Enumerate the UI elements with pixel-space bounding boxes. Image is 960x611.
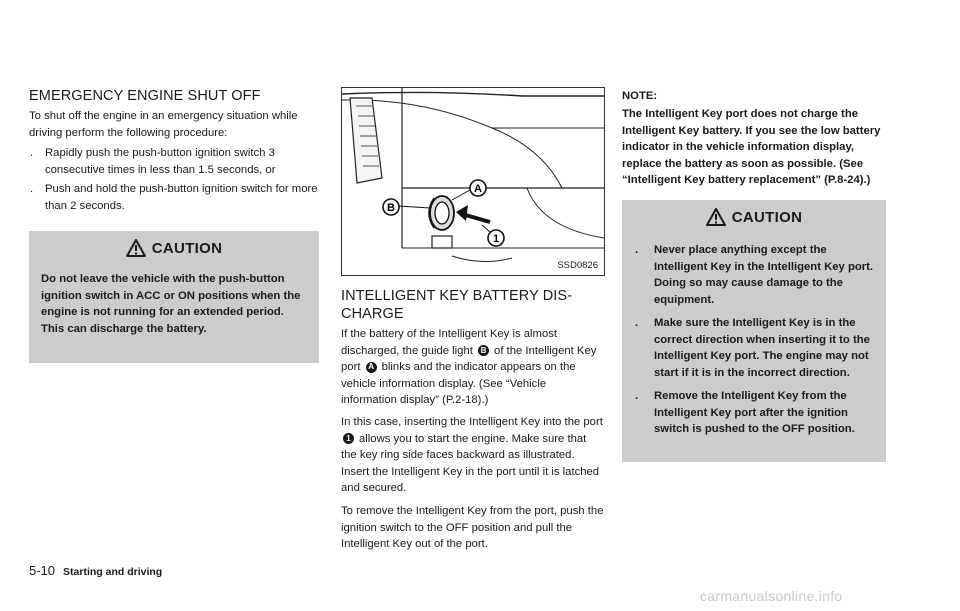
figure-caption: SSD0826 [557, 260, 598, 271]
footer-section-title: Starting and driving [63, 566, 163, 578]
ref-b-icon: B [478, 345, 489, 356]
note-label: NOTE: [622, 90, 658, 102]
svg-text:B: B [387, 202, 395, 214]
battery-discharge-paragraph-2: In this case, inserting the Intelligent Key into the port 1 allows you to start the engine. Make sure that the key ring side faces backward as illustrated. Insert the Intelligent Key in the port until it is latched and secured. [341, 416, 603, 494]
watermark: carmanualsonline.info [700, 588, 843, 604]
ref-a-icon: A [366, 362, 377, 373]
page-number: 5-10 [29, 563, 56, 578]
caution-text: Do not leave the vehicle with the push-button ignition switch in ACC or ON positions when the engine is not running for an extended period. This can discharge the battery. [41, 273, 301, 335]
caution-header [29, 231, 319, 265]
section-heading-emergency-shutoff: EMERGENCY ENGINE SHUT OFF [29, 88, 261, 104]
caution-bullet-list [622, 234, 886, 438]
warning-triangle-icon [706, 208, 726, 226]
key-port-illustration [342, 88, 604, 275]
list-item: . Make sure the Intelligent Key is in the correct direction when inserting it to the Intelligent Key port. The engine may not start if it is in the incorrect direction. [635, 317, 870, 379]
list-item: . Rapidly push the push-button ignition switch 3 consecutive times in less than 1.5 seconds, or [30, 147, 276, 176]
battery-discharge-paragraph-1: If the battery of the Intelligent Key is almost discharged, the guide light B of the Intelligent Key port A blinks and the indicator appears on the vehicle information display. (See “Vehicle information display” (P.2-18).) [341, 328, 597, 406]
section-heading-battery-discharge: INTELLIGENT KEY BATTERY DIS-CHARGE [341, 288, 573, 322]
caution-box-2 [622, 200, 886, 462]
list-item: . Remove the Intelligent Key from the Intelligent Key port after the ignition switch is pushed to the OFF position. [635, 390, 855, 435]
caution-header [622, 200, 886, 234]
ref-1-icon: 1 [343, 433, 354, 444]
list-item: . Never place anything except the Intelligent Key in the Intelligent Key port. Doing so may cause damage to the equipment. [635, 244, 874, 306]
caution-box-1 [29, 231, 319, 363]
svg-text:A: A [474, 183, 482, 195]
emergency-bullet-list [29, 145, 319, 217]
emergency-intro-text: To shut off the engine in an emergency situation while driving perform the following procedure: [29, 110, 298, 139]
svg-text:1: 1 [492, 233, 500, 245]
caution-title: CAUTION [151, 239, 223, 257]
caution-title: CAUTION [731, 208, 803, 226]
warning-triangle-icon [126, 239, 146, 257]
figure-intelligent-key-port [341, 87, 605, 276]
page-footer [29, 563, 162, 578]
battery-discharge-paragraph-3: To remove the Intelligent Key from the port, push the ignition switch to the OFF position and pull the Intelligent Key out of the port. [341, 505, 604, 550]
note-text: The Intelligent Key port does not charge the Intelligent Key battery. If you see the low battery indicator in the vehicle information display, replace the battery as soon as possible. (See “Intelligent Key battery replacement” (P.8-24).) [622, 108, 881, 186]
list-item: . Push and hold the push-button ignition switch for more than 2 seconds. [30, 183, 318, 212]
